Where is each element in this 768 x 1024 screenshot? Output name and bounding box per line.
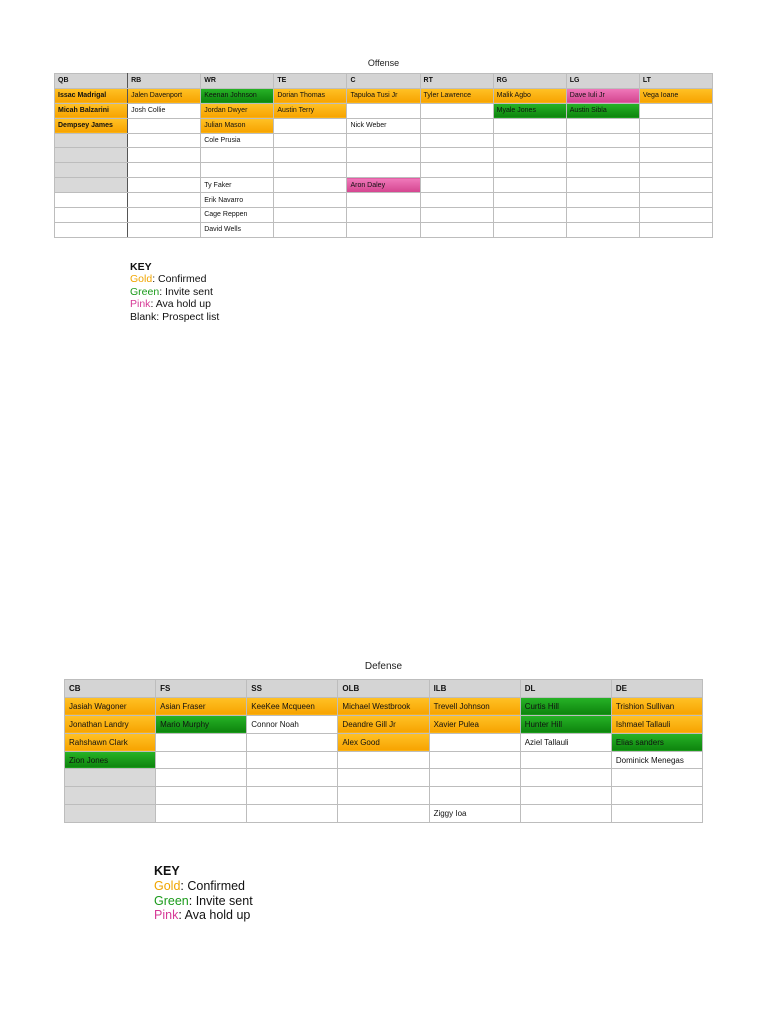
offense-cell-rt — [420, 163, 493, 178]
offense-cell-lg — [566, 133, 639, 148]
offense-cell-lt — [639, 193, 712, 208]
defense-key-item — [154, 908, 253, 923]
offense-cell-c — [347, 133, 420, 148]
defense-cell-ss — [247, 733, 338, 751]
offense-key-meaning: : Ava hold up — [150, 298, 211, 311]
defense-cell-olb — [338, 805, 429, 823]
offense-cell-wr — [201, 163, 274, 178]
defense-cell-ilb — [429, 787, 520, 805]
offense-cell-te — [274, 133, 347, 148]
offense-cell-lt — [639, 103, 712, 118]
defense-row — [65, 715, 703, 733]
offense-cell-rb — [128, 163, 201, 178]
offense-row — [55, 118, 713, 133]
offense-cell-lt: Vega Ioane — [639, 88, 712, 103]
defense-key-meaning: : Confirmed — [180, 878, 246, 893]
offense-cell-te — [274, 148, 347, 163]
offense-cell-rb: Jalen Davenport — [128, 88, 201, 103]
offense-cell-rb: Josh Collie — [128, 103, 201, 118]
defense-cell-fs — [156, 733, 247, 751]
defense-cell-de — [611, 769, 702, 787]
offense-cell-lg: Austin Sibla — [566, 103, 639, 118]
offense-cell-lt — [639, 148, 712, 163]
offense-key-color-word: Gold — [130, 273, 153, 286]
offense-cell-lg — [566, 148, 639, 163]
defense-cell-de: Elias sanders — [611, 733, 702, 751]
defense-cell-cb: Jasiah Wagoner — [65, 697, 156, 715]
defense-key-meaning: : Invite sent — [188, 893, 253, 908]
defense-cell-ilb — [429, 733, 520, 751]
defense-cell-de — [611, 805, 702, 823]
defense-cell-fs: Asian Fraser — [156, 697, 247, 715]
defense-row — [65, 787, 703, 805]
defense-cell-olb: Michael Westbrook — [338, 697, 429, 715]
offense-column-header: TE — [274, 74, 347, 89]
offense-cell-te — [274, 163, 347, 178]
offense-cell-c — [347, 103, 420, 118]
offense-cell-lg — [566, 163, 639, 178]
defense-key-item — [154, 879, 253, 894]
defense-key-color-word: Pink — [154, 908, 179, 923]
offense-cell-rg — [493, 118, 566, 133]
offense-cell-qb — [55, 222, 128, 237]
offense-row — [55, 133, 713, 148]
defense-column-header: OLB — [338, 680, 429, 698]
offense-cell-lg: Dave Iuli Jr — [566, 88, 639, 103]
defense-cell-dl — [520, 805, 611, 823]
offense-key-color-word: Blank — [130, 310, 157, 323]
defense-column-header: CB — [65, 680, 156, 698]
offense-row — [55, 222, 713, 237]
defense-cell-fs — [156, 751, 247, 769]
defense-cell-cb: Jonathan Landry — [65, 715, 156, 733]
defense-row — [65, 805, 703, 823]
offense-cell-lg — [566, 208, 639, 223]
offense-column-header: C — [347, 74, 420, 89]
offense-cell-c — [347, 163, 420, 178]
defense-key-meaning: : Ava hold up — [178, 908, 251, 923]
offense-cell-wr: Cage Reppen — [201, 208, 274, 223]
offense-cell-te: Dorian Thomas — [274, 88, 347, 103]
offense-key-item — [130, 273, 219, 285]
offense-cell-rt: Tyler Lawrence — [420, 88, 493, 103]
offense-column-header: LG — [566, 74, 639, 89]
offense-cell-lt — [639, 208, 712, 223]
offense-cell-rb — [128, 178, 201, 193]
offense-key-color-word: Green — [130, 285, 160, 298]
offense-cell-rb — [128, 208, 201, 223]
offense-cell-rt — [420, 208, 493, 223]
offense-cell-te — [274, 118, 347, 133]
offense-cell-lg — [566, 178, 639, 193]
defense-header-row — [65, 680, 703, 698]
offense-cell-rt — [420, 178, 493, 193]
offense-cell-rg — [493, 193, 566, 208]
defense-cell-cb — [65, 805, 156, 823]
defense-row — [65, 751, 703, 769]
offense-cell-rt — [420, 103, 493, 118]
offense-cell-wr: Jordan Dwyer — [201, 103, 274, 118]
defense-column-header: ILB — [429, 680, 520, 698]
defense-column-header: DL — [520, 680, 611, 698]
offense-row — [55, 148, 713, 163]
defense-key-items — [154, 879, 253, 923]
offense-cell-rb — [128, 222, 201, 237]
offense-cell-lt — [639, 178, 712, 193]
offense-cell-wr: Cole Prusia — [201, 133, 274, 148]
offense-column-header: LT — [639, 74, 712, 89]
offense-header-row — [55, 74, 713, 89]
defense-cell-dl — [520, 769, 611, 787]
offense-cell-qb: Micah Balzarini — [55, 103, 128, 118]
offense-cell-qb — [55, 178, 128, 193]
offense-cell-lt — [639, 222, 712, 237]
offense-key-meaning: : Invite sent — [159, 285, 213, 298]
offense-key — [130, 261, 219, 323]
offense-cell-rt — [420, 222, 493, 237]
offense-cell-rt — [420, 133, 493, 148]
offense-cell-rg: Malik Agbo — [493, 88, 566, 103]
defense-cell-olb — [338, 751, 429, 769]
offense-key-color-word: Pink — [130, 298, 151, 311]
defense-cell-dl — [520, 751, 611, 769]
defense-column-header: FS — [156, 680, 247, 698]
defense-cell-ss — [247, 787, 338, 805]
defense-cell-cb — [65, 769, 156, 787]
offense-key-item — [130, 311, 219, 323]
offense-cell-lt — [639, 133, 712, 148]
offense-cell-rt — [420, 118, 493, 133]
defense-key-item — [154, 894, 253, 909]
defense-cell-ilb: Ziggy Ioa — [429, 805, 520, 823]
defense-depth-chart — [64, 679, 703, 823]
defense-key-color-word: Gold — [154, 878, 181, 893]
defense-cell-ilb — [429, 769, 520, 787]
defense-cell-olb — [338, 787, 429, 805]
defense-cell-dl: Hunter Hill — [520, 715, 611, 733]
offense-cell-c: Nick Weber — [347, 118, 420, 133]
offense-column-header: RT — [420, 74, 493, 89]
offense-cell-wr: Keenan Johnson — [201, 88, 274, 103]
defense-cell-fs — [156, 787, 247, 805]
defense-cell-ss — [247, 751, 338, 769]
offense-cell-rg — [493, 133, 566, 148]
offense-cell-wr: Erik Navarro — [201, 193, 274, 208]
offense-depth-chart — [54, 73, 713, 238]
defense-cell-de: Ishmael Tallauli — [611, 715, 702, 733]
defense-row — [65, 733, 703, 751]
defense-key — [154, 864, 253, 923]
defense-cell-de — [611, 787, 702, 805]
offense-column-header: QB — [55, 74, 128, 89]
offense-row — [55, 208, 713, 223]
offense-row — [55, 163, 713, 178]
defense-cell-ss: KeeKee Mcqueen — [247, 697, 338, 715]
defense-cell-ilb — [429, 751, 520, 769]
offense-cell-te — [274, 193, 347, 208]
offense-cell-lt — [639, 163, 712, 178]
defense-cell-de: Dominick Menegas — [611, 751, 702, 769]
defense-cell-ss — [247, 805, 338, 823]
offense-cell-rb — [128, 118, 201, 133]
defense-cell-ilb: Trevell Johnson — [429, 697, 520, 715]
offense-cell-c — [347, 208, 420, 223]
offense-row — [55, 178, 713, 193]
defense-key-color-word: Green — [154, 893, 189, 908]
defense-cell-fs: Mario Murphy — [156, 715, 247, 733]
defense-row — [65, 769, 703, 787]
offense-cell-qb: Dempsey James — [55, 118, 128, 133]
offense-cell-qb — [55, 193, 128, 208]
offense-cell-rt — [420, 193, 493, 208]
defense-cell-fs — [156, 769, 247, 787]
offense-cell-te — [274, 222, 347, 237]
defense-title: Defense — [364, 661, 403, 672]
offense-cell-qb — [55, 163, 128, 178]
offense-cell-qb — [55, 208, 128, 223]
offense-cell-c — [347, 148, 420, 163]
offense-title: Offense — [367, 58, 400, 68]
offense-cell-rg — [493, 208, 566, 223]
defense-cell-dl — [520, 787, 611, 805]
defense-row — [65, 697, 703, 715]
defense-cell-de: Trishion Sullivan — [611, 697, 702, 715]
offense-cell-te: Austin Terry — [274, 103, 347, 118]
offense-row — [55, 103, 713, 118]
offense-cell-lg — [566, 193, 639, 208]
defense-cell-ilb: Xavier Pulea — [429, 715, 520, 733]
offense-cell-lg — [566, 222, 639, 237]
offense-cell-rg — [493, 163, 566, 178]
offense-cell-rg — [493, 178, 566, 193]
defense-cell-olb: Deandre Gill Jr — [338, 715, 429, 733]
defense-cell-olb — [338, 769, 429, 787]
offense-cell-rb — [128, 133, 201, 148]
defense-column-header: SS — [247, 680, 338, 698]
offense-cell-c — [347, 193, 420, 208]
offense-cell-lg — [566, 118, 639, 133]
offense-cell-c — [347, 222, 420, 237]
offense-column-header: RB — [128, 74, 201, 89]
offense-key-meaning: : Confirmed — [152, 273, 207, 286]
offense-cell-rb — [128, 193, 201, 208]
offense-column-header: RG — [493, 74, 566, 89]
defense-cell-ss — [247, 769, 338, 787]
offense-cell-qb — [55, 148, 128, 163]
offense-cell-rb — [128, 148, 201, 163]
offense-cell-qb — [55, 133, 128, 148]
defense-cell-olb: Alex Good — [338, 733, 429, 751]
defense-cell-fs — [156, 805, 247, 823]
offense-cell-c: Aron Daley — [347, 178, 420, 193]
defense-cell-dl: Aziel Tallauli — [520, 733, 611, 751]
offense-cell-rg — [493, 148, 566, 163]
defense-cell-cb: Rahshawn Clark — [65, 733, 156, 751]
offense-key-items — [130, 273, 219, 323]
offense-column-header: WR — [201, 74, 274, 89]
offense-cell-rg: Myale Jones — [493, 103, 566, 118]
offense-key-meaning: : Prospect list — [156, 310, 220, 323]
offense-row — [55, 88, 713, 103]
defense-key-title: KEY — [154, 864, 180, 878]
offense-key-item — [130, 286, 219, 298]
offense-cell-wr: Julian Mason — [201, 118, 274, 133]
defense-cell-cb — [65, 787, 156, 805]
defense-cell-cb: Zion Jones — [65, 751, 156, 769]
offense-cell-wr: Ty Faker — [201, 178, 274, 193]
offense-cell-rg — [493, 222, 566, 237]
offense-cell-lt — [639, 118, 712, 133]
defense-cell-dl: Curtis Hill — [520, 697, 611, 715]
offense-key-item — [130, 298, 219, 310]
defense-column-header: DE — [611, 680, 702, 698]
offense-cell-c: Tapuloa Tusi Jr — [347, 88, 420, 103]
offense-cell-wr: David Wells — [201, 222, 274, 237]
offense-cell-qb: Issac Madrigal — [55, 88, 128, 103]
offense-key-title: KEY — [130, 261, 152, 273]
offense-cell-wr — [201, 148, 274, 163]
defense-cell-ss: Connor Noah — [247, 715, 338, 733]
offense-cell-te — [274, 178, 347, 193]
offense-cell-rt — [420, 148, 493, 163]
offense-row — [55, 193, 713, 208]
offense-cell-te — [274, 208, 347, 223]
